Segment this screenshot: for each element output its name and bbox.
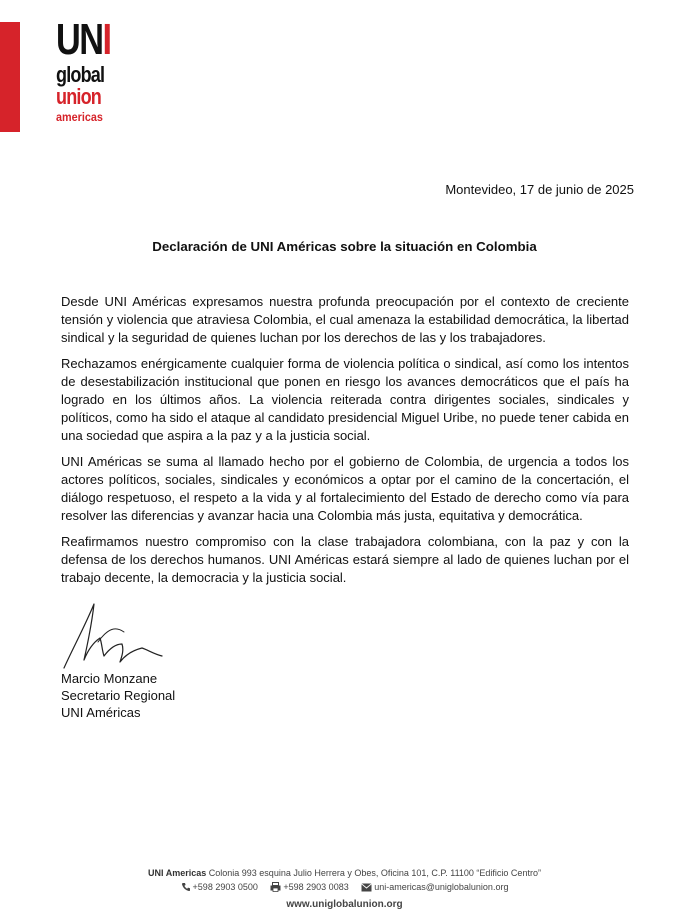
handwritten-signature (58, 598, 178, 670)
footer-email[interactable]: uni-americas@uniglobalunion.org (374, 882, 509, 892)
envelope-icon (361, 883, 372, 892)
footer-website[interactable]: www.uniglobalunion.org (286, 899, 403, 910)
logo-union-word: union (56, 84, 101, 109)
letter-body (61, 293, 629, 595)
footer-contact-line (0, 880, 689, 894)
paragraph: Desde UNI Américas expresamos nuestra profunda preocupación por el contexto de creciente tensión y violencia que atraviesa Colombia, el cual amenaza la estabilidad democrática, la libertad sindical y la seguridad de quienes luchan por los derechos de las y los trabajadores. (61, 294, 629, 345)
brand-red-bar (0, 22, 20, 132)
footer-address-line (0, 866, 689, 880)
phone-icon (181, 882, 191, 892)
logo-global-word: global (56, 62, 105, 87)
fax-icon (270, 882, 281, 892)
signer-role: Secretario Regional (61, 688, 176, 703)
letter-title: Declaración de UNI Américas sobre la situación en Colombia (152, 239, 537, 254)
letter-date: Montevideo, 17 de junio de 2025 (445, 182, 634, 197)
logo-uni-word: UNI (56, 15, 111, 64)
footer-address: Colonia 993 esquina Julio Herrera y Obes, Oficina 101, C.P. 11100 “Edificio Centro” (208, 868, 541, 878)
footer-phone: +598 2903 0500 (192, 882, 258, 892)
signer-name: Marcio Monzane (61, 671, 158, 686)
paragraph: Reafirmamos nuestro compromiso con la clase trabajadora colombiana, con la paz y con la defensa de los derechos humanos. UNI Américas estará siempre al lado de quienes luchan por el trabajo decente, la democracia y la justicia social. (61, 534, 629, 585)
letterhead-footer (0, 866, 689, 912)
footer-org-name: UNI Americas (148, 868, 207, 878)
signer-org: UNI Américas (61, 705, 141, 720)
paragraph: UNI Américas se suma al llamado hecho por el gobierno de Colombia, de urgencia a todos los actores políticos, sociales, sindicales y económicos a optar por el camino de la concertación, el diálogo respetuoso, el respeto a la vida y al fortalecimiento del Estado de derecho como vía para resolver las diferencias y avanzar hacia una Colombia más justa, equitativa y democrática. (61, 454, 629, 523)
logo-region-word: americas (56, 110, 103, 124)
footer-fax: +598 2903 0083 (283, 882, 349, 892)
signer-block (61, 670, 175, 721)
uni-global-union-logo (56, 15, 116, 124)
paragraph: Rechazamos enérgicamente cualquier forma de violencia política o sindical, así como los intentos de desestabilización institucional que ponen en riesgo los avances democráticos que el país ha logrado en los últimos años. La violencia reiterada contra dirigentes sociales, sindicales y políticos, como ha sido el ataque al candidato presidencial Miguel Uribe, no puede tener cabida en una sociedad que aspira a la paz y a la justicia social. (61, 356, 629, 443)
